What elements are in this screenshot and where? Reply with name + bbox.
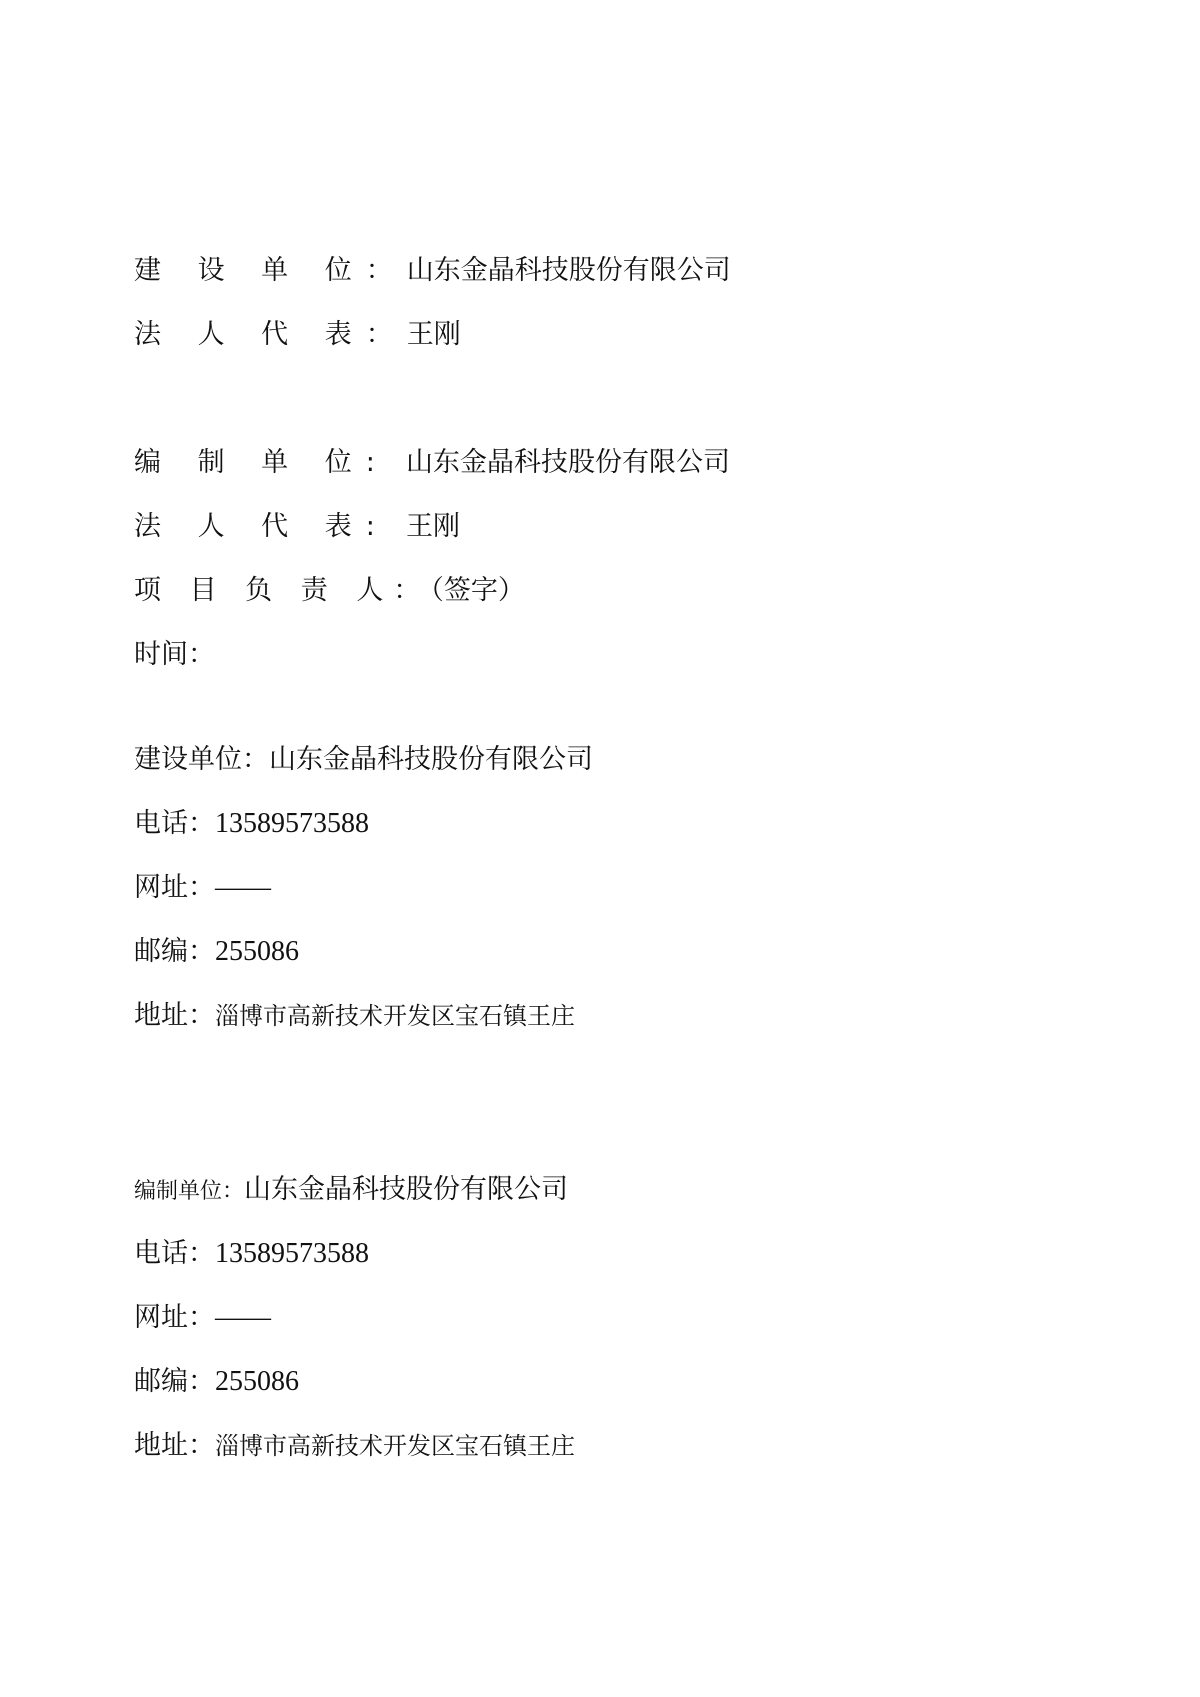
contact2-phone-label: 电话：	[134, 1238, 215, 1269]
contact2-unit-line	[134, 1172, 568, 1210]
compiler-rep-value: 王刚	[406, 511, 461, 542]
contact2-unit-label: 编制单位：	[134, 1179, 245, 1204]
contact2-zip-value: 255086	[215, 1366, 299, 1397]
contact1-web-line	[134, 870, 271, 906]
builder-label: 建 设 单 位：	[134, 255, 407, 286]
compiler-label: 编 制 单 位:	[134, 447, 389, 478]
contact2-zip-label: 邮编：	[134, 1366, 215, 1397]
compiler-rep-label: 法 人 代 表:	[134, 511, 389, 542]
contact1-web-label: 网址：	[134, 872, 215, 903]
time-label: 时间：	[134, 639, 215, 670]
contact2-unit-value: 山东金晶科技股份有限公司	[244, 1174, 569, 1205]
contact1-phone-label: 电话：	[134, 808, 215, 839]
contact2-address-value: 淄博市高新技术开发区宝石镇王庄	[215, 1432, 575, 1460]
contact1-phone-line	[134, 806, 369, 842]
contact1-address-line	[134, 998, 575, 1034]
contact2-web-label: 网址：	[134, 1302, 215, 1333]
builder-line	[134, 253, 731, 289]
compiler-rep-line	[134, 509, 460, 545]
project-manager-label: 项 目 负 责 人：	[134, 575, 431, 606]
contact1-phone-value: 13589573588	[215, 808, 369, 839]
compiler-line	[134, 445, 730, 481]
contact2-phone-line	[134, 1236, 369, 1272]
contact1-web-value: ——	[215, 872, 271, 903]
contact2-web-line	[134, 1300, 271, 1336]
compiler-value: 山东金晶科技股份有限公司	[406, 447, 731, 478]
project-manager-line	[134, 573, 525, 609]
contact2-address-label: 地址：	[134, 1430, 215, 1461]
contact2-phone-value: 13589573588	[215, 1238, 369, 1269]
contact2-address-line	[134, 1428, 575, 1464]
contact2-zip-line	[134, 1364, 299, 1400]
builder-value: 山东金晶科技股份有限公司	[406, 255, 731, 286]
builder-rep-label: 法 人 代 表：	[134, 319, 407, 350]
contact1-zip-label: 邮编：	[134, 936, 215, 967]
contact1-unit-label: 建设单位：	[134, 744, 269, 775]
builder-rep-value: 王刚	[406, 319, 461, 350]
project-manager-value: （签字）	[430, 575, 525, 606]
contact1-zip-value: 255086	[215, 936, 299, 967]
builder-rep-line	[134, 317, 461, 353]
contact1-unit-value: 山东金晶科技股份有限公司	[269, 744, 593, 775]
contact1-address-label: 地址：	[134, 1000, 215, 1031]
time-line	[134, 637, 215, 673]
contact2-web-value: ——	[215, 1302, 271, 1333]
contact1-unit-line	[134, 742, 593, 778]
contact1-address-value: 淄博市高新技术开发区宝石镇王庄	[215, 1002, 575, 1030]
contact1-zip-line	[134, 934, 299, 970]
